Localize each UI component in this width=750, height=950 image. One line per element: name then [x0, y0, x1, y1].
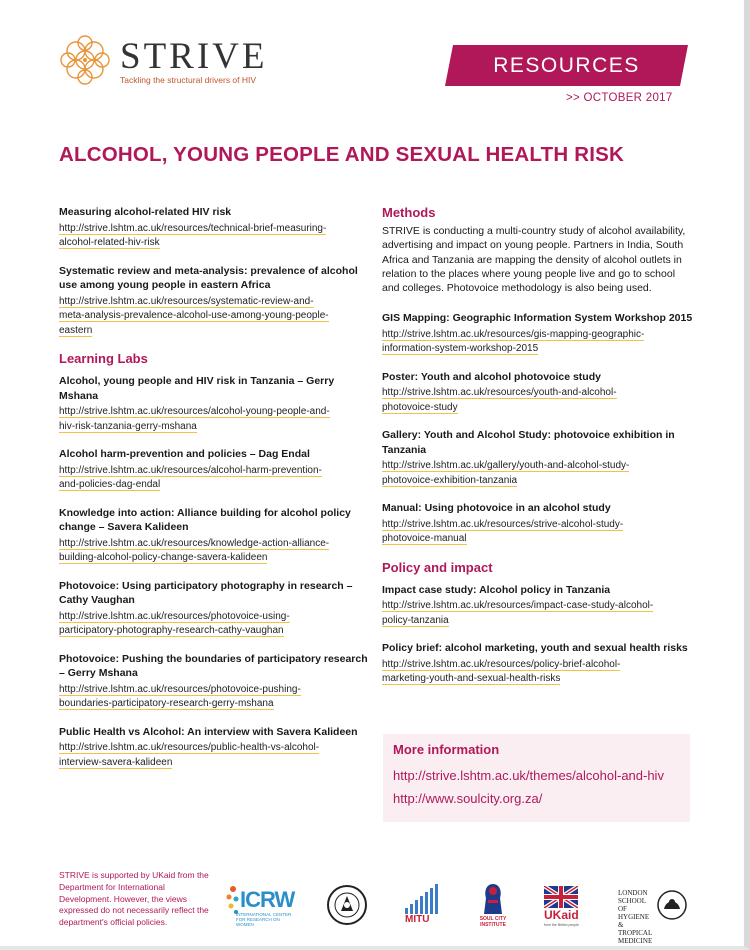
methods-resources-list [382, 311, 694, 547]
more-link-alcohol-hiv[interactable]: http://strive.lshtm.ac.uk/themes/alcohol-and-hiv [393, 768, 664, 783]
soul-city-figure-icon [478, 882, 508, 916]
methods-resource-entry [382, 501, 694, 547]
soul-city-logo [478, 882, 508, 930]
policy-resource-entry [382, 641, 694, 687]
resource-link[interactable]: http://strive.lshtm.ac.uk/gallery/youth-and-alcohol-study- photovoice-exhibition-tanzania [382, 460, 630, 486]
resource-title: GIS Mapping: Geographic Information System Workshop 2015 [382, 312, 693, 325]
resource-title: Policy brief: alcohol marketing, youth and sexual health risks [382, 642, 688, 655]
learning-labs-heading: Learning Labs [59, 351, 148, 366]
methods-heading: Methods [382, 205, 436, 220]
resource-title: Systematic review and meta-analysis: prevalence of alcohol use among young people in eastern Africa [59, 264, 358, 291]
soul-city-wordmark: SOUL CITY INSTITUTE [479, 916, 507, 928]
nimr-seal-icon [326, 884, 368, 926]
page-title: ALCOHOL, YOUNG PEOPLE AND SEXUAL HEALTH RISK [59, 143, 625, 166]
ukaid-subtitle: from the British people [544, 923, 580, 927]
logo-tagline: Tackling the structural drivers of HIV [120, 75, 257, 85]
logo-wordmark: STRIVE [120, 36, 268, 77]
resource-link[interactable]: http://strive.lshtm.ac.uk/resources/public-health-vs-alcohol- interview-savera-kalideen [59, 742, 320, 768]
resource-link[interactable]: http://strive.lshtm.ac.uk/resources/impact-case-study-alcohol- policy-tanzania [382, 600, 654, 626]
icrw-subtitle: INTERNATIONAL CENTER FOR RESEARCH ON WOMEN [236, 912, 292, 927]
learning-labs-list [59, 374, 371, 770]
resource-link[interactable]: http://strive.lshtm.ac.uk/resources/photovoice-using- participatory-photography-research-cathy-vaughan [59, 610, 290, 636]
resource-link[interactable]: http://strive.lshtm.ac.uk/resources/youth-and-alcohol- photovoice-study [382, 387, 617, 413]
strive-logo [58, 33, 278, 93]
strive-logo-icon [58, 33, 112, 87]
ukaid-wordmark: UKaid [544, 908, 579, 922]
mitu-wordmark: MITU [405, 914, 430, 925]
policy-heading: Policy and impact [382, 559, 493, 575]
icrw-logo [226, 883, 296, 928]
left-column [59, 205, 371, 783]
resource-title: Manual: Using photovoice in an alcohol study [382, 502, 611, 515]
resource-title: Poster: Youth and alcohol photovoice study [382, 370, 601, 383]
learning-lab-entry [59, 374, 371, 434]
resource-title: Photovoice: Using participatory photography in research – Cathy Vaughan [59, 579, 353, 606]
resource-title: Photovoice: Pushing the boundaries of participatory research – Gerry Mshana [59, 652, 368, 679]
learning-lab-entry [59, 447, 371, 493]
icrw-wordmark: ICRW [240, 887, 295, 912]
mitu-logo [403, 884, 443, 928]
resource-title: Alcohol, young people and HIV risk in Tanzania – Gerry Mshana [59, 375, 335, 402]
resource-link[interactable]: http://strive.lshtm.ac.uk/resources/alcohol-young-people-and- hiv-risk-tanzania-gerry-mshana [59, 406, 330, 432]
top-resource-entry [59, 205, 371, 251]
resource-title: Gallery: Youth and Alcohol Study: photovoice exhibition in Tanzania [382, 429, 675, 456]
policy-resource-entry [382, 583, 694, 629]
resource-link[interactable]: http://strive.lshtm.ac.uk/resources/systematic-review-and- meta-analysis-prevalence-alcohol-use-among-young-people- eastern [59, 295, 329, 336]
nimr-seal-logo [326, 884, 368, 926]
resource-link[interactable]: http://strive.lshtm.ac.uk/resources/policy-brief-alcohol- marketing-youth-and-sexual-health-risks [382, 658, 621, 685]
resource-title: Public Health vs Alcohol: An interview with Savera Kalideen [59, 725, 358, 738]
methods-paragraph: STRIVE is conducting a multi-country study of alcohol availability, advertising and impact on young people. Partners in India, South Africa and Tanzania are mapping the density of alcohol outlets in relation to the places where young people live and go to school and colleges. Photovoice methodology is also being used. [382, 225, 686, 295]
learning-lab-entry [59, 652, 371, 712]
banner-label: RESOURCES [493, 54, 640, 77]
resource-title: Alcohol harm-prevention and policies – Dag Endal [59, 448, 310, 460]
mitu-bars-icon [403, 884, 443, 914]
learning-lab-entry [59, 579, 371, 639]
resource-title: Knowledge into action: Alliance building for alcohol policy change – Savera Kalideen [59, 506, 351, 533]
more-information-heading: More information [393, 742, 500, 757]
learning-lab-entry [59, 506, 371, 566]
methods-resource-entry [382, 370, 694, 416]
issue-date: >> OCTOBER 2017 [566, 92, 673, 104]
top-resources-list [59, 205, 371, 338]
policy-resources-list [382, 583, 694, 687]
resource-link[interactable]: http://strive.lshtm.ac.uk/resources/photovoice-pushing- boundaries-participatory-research-gerry-mshana [59, 683, 301, 709]
methods-resource-entry [382, 428, 694, 488]
top-resource-entry [59, 264, 371, 339]
more-link-soulcity[interactable]: http://www.soulcity.org.za/ [393, 791, 543, 806]
union-flag-icon [544, 886, 578, 908]
support-statement: STRIVE is supported by UKaid from the Department for International Development. However, the views expressed do not necessarily reflect the department's official policies. [59, 870, 209, 928]
more-information-box [383, 734, 690, 822]
resource-link[interactable]: http://strive.lshtm.ac.uk/resources/alcohol-harm-prevention- and-policies-dag-endal [59, 464, 322, 490]
resource-link[interactable]: http://strive.lshtm.ac.uk/resources/gis-mapping-geographic- information-system-workshop-2015 [382, 328, 645, 355]
icrw-mark-icon [226, 885, 240, 915]
resource-title: Measuring alcohol-related HIV risk [59, 206, 232, 218]
ukaid-logo [544, 886, 580, 930]
right-column [382, 205, 694, 700]
resources-banner [445, 45, 688, 86]
resource-link[interactable]: http://strive.lshtm.ac.uk/resources/knowledge-action-alliance- building-alcohol-policy-change-savera-kalideen [59, 537, 330, 563]
lshtm-crest-icon [656, 889, 688, 921]
resource-link[interactable]: http://strive.lshtm.ac.uk/resources/strive-alcohol-study- photovoice-manual [382, 518, 624, 545]
methods-resource-entry [382, 311, 694, 357]
learning-lab-entry [59, 725, 371, 771]
resource-link[interactable]: http://strive.lshtm.ac.uk/resources/technical-brief-measuring- alcohol-related-hiv-risk [59, 222, 327, 248]
lshtm-logo [618, 885, 690, 945]
resource-title: Impact case study: Alcohol policy in Tanzania [382, 583, 611, 596]
lshtm-wordmark: LONDON SCHOOL OF HYGIENE & TROPICAL MEDICINE [618, 889, 653, 945]
